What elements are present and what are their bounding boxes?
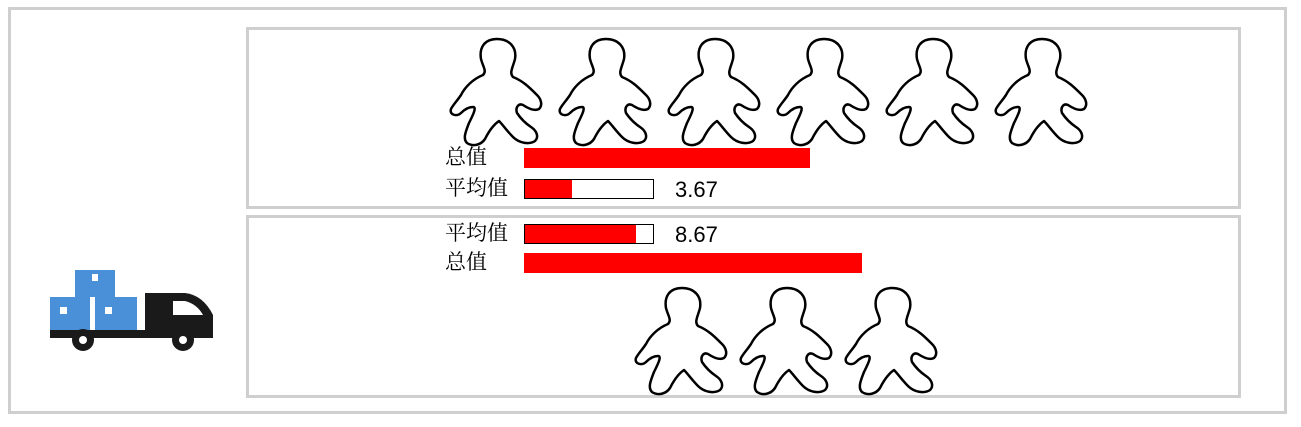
average-bar-fill: [525, 180, 572, 198]
average-value: 8.67: [675, 222, 718, 247]
walking-person-icon: [988, 33, 1094, 149]
average-label: 平均值: [445, 221, 508, 245]
average-bar-fill: [525, 225, 636, 243]
walking-person-icon: [770, 33, 876, 149]
average-bar: [524, 179, 654, 199]
total-bar: [524, 253, 862, 273]
walking-person-icon: [443, 33, 549, 149]
average-label: 平均值: [445, 176, 508, 200]
total-label: 总值: [445, 145, 487, 169]
total-label: 总值: [445, 250, 487, 274]
walking-person-icon: [552, 33, 658, 149]
walking-person-icon: [628, 282, 734, 398]
total-bar: [524, 148, 810, 168]
walking-person-icon: [879, 33, 985, 149]
walking-person-icon: [661, 33, 767, 149]
average-bar: [524, 224, 654, 244]
walking-person-icon: [838, 282, 944, 398]
delivery-truck-icon: [45, 265, 220, 355]
walking-person-icon: [733, 282, 839, 398]
average-value: 3.67: [675, 177, 718, 202]
